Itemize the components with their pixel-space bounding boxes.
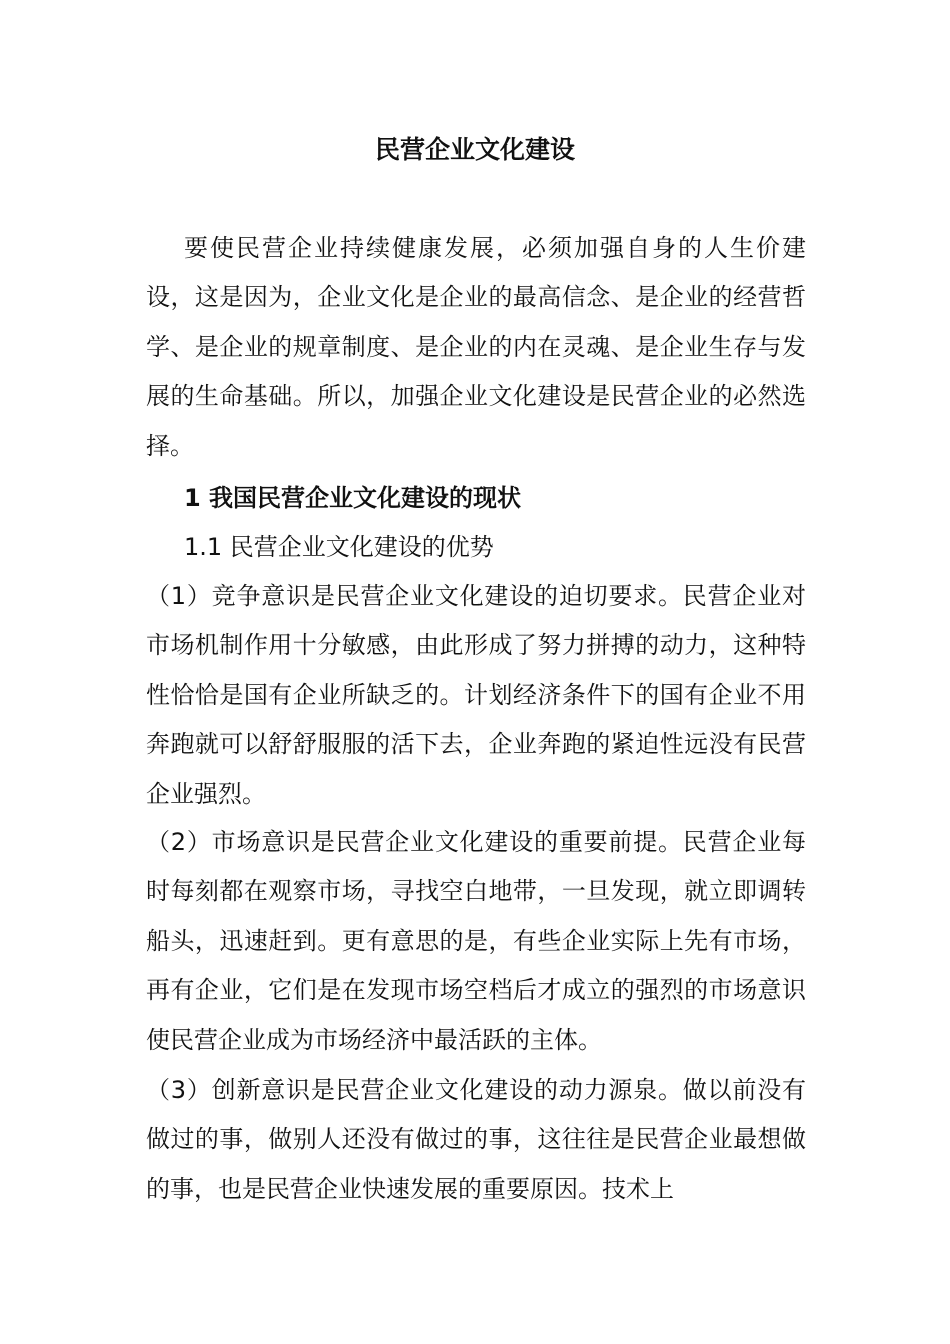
subsection-heading: 1.1 民营企业文化建设的优势 — [184, 533, 494, 561]
list-item-text: （1）竞争意识是民营企业文化建设的迫切要求。民营企业对市场机制作用十分敏感，由此形成了努力拼搏的动力，这种特性恰恰是国有企业所缺乏的。计划经济条件下的国有企业不用奔跑就可以舒舒服服的活下去，企业奔跑的紧迫性远没有民营企业强烈。 — [146, 582, 806, 808]
list-item-text: （2）市场意识是民营企业文化建设的重要前提。民营企业每时每刻都在观察市场，寻找空白地带，一旦发现，就立即调转船头，迅速赶到。更有意思的是，有些企业实际上先有市场，再有企业，它们是在发现市场空档后才成立的强烈的市场意识使民营企业成为市场经济中最活跃的主体。 — [146, 828, 806, 1054]
list-item-text: （3）创新意识是民营企业文化建设的动力源泉。做以前没有做过的事，做别人还没有做过的事，这往往是民营企业最想做的事，也是民营企业快速发展的重要原因。技术上 — [146, 1076, 806, 1203]
section-heading: 1 我国民营企业文化建设的现状 — [184, 484, 522, 512]
list-item — [146, 572, 806, 819]
list-item — [146, 1066, 806, 1214]
document-title: 民营企业文化建设 — [374, 135, 575, 164]
list-item — [146, 818, 806, 1065]
intro-paragraph — [146, 224, 806, 471]
intro-text: 要使民营企业持续健康发展，必须加强自身的人生价建设，这是因为，企业文化是企业的最高信念、是企业的经营哲学、是企业的规章制度、是企业的内在灵魂、是企业生存与发展的生命基础。所以，加强企业文化建设是民营企业的必然选择。 — [146, 234, 806, 460]
